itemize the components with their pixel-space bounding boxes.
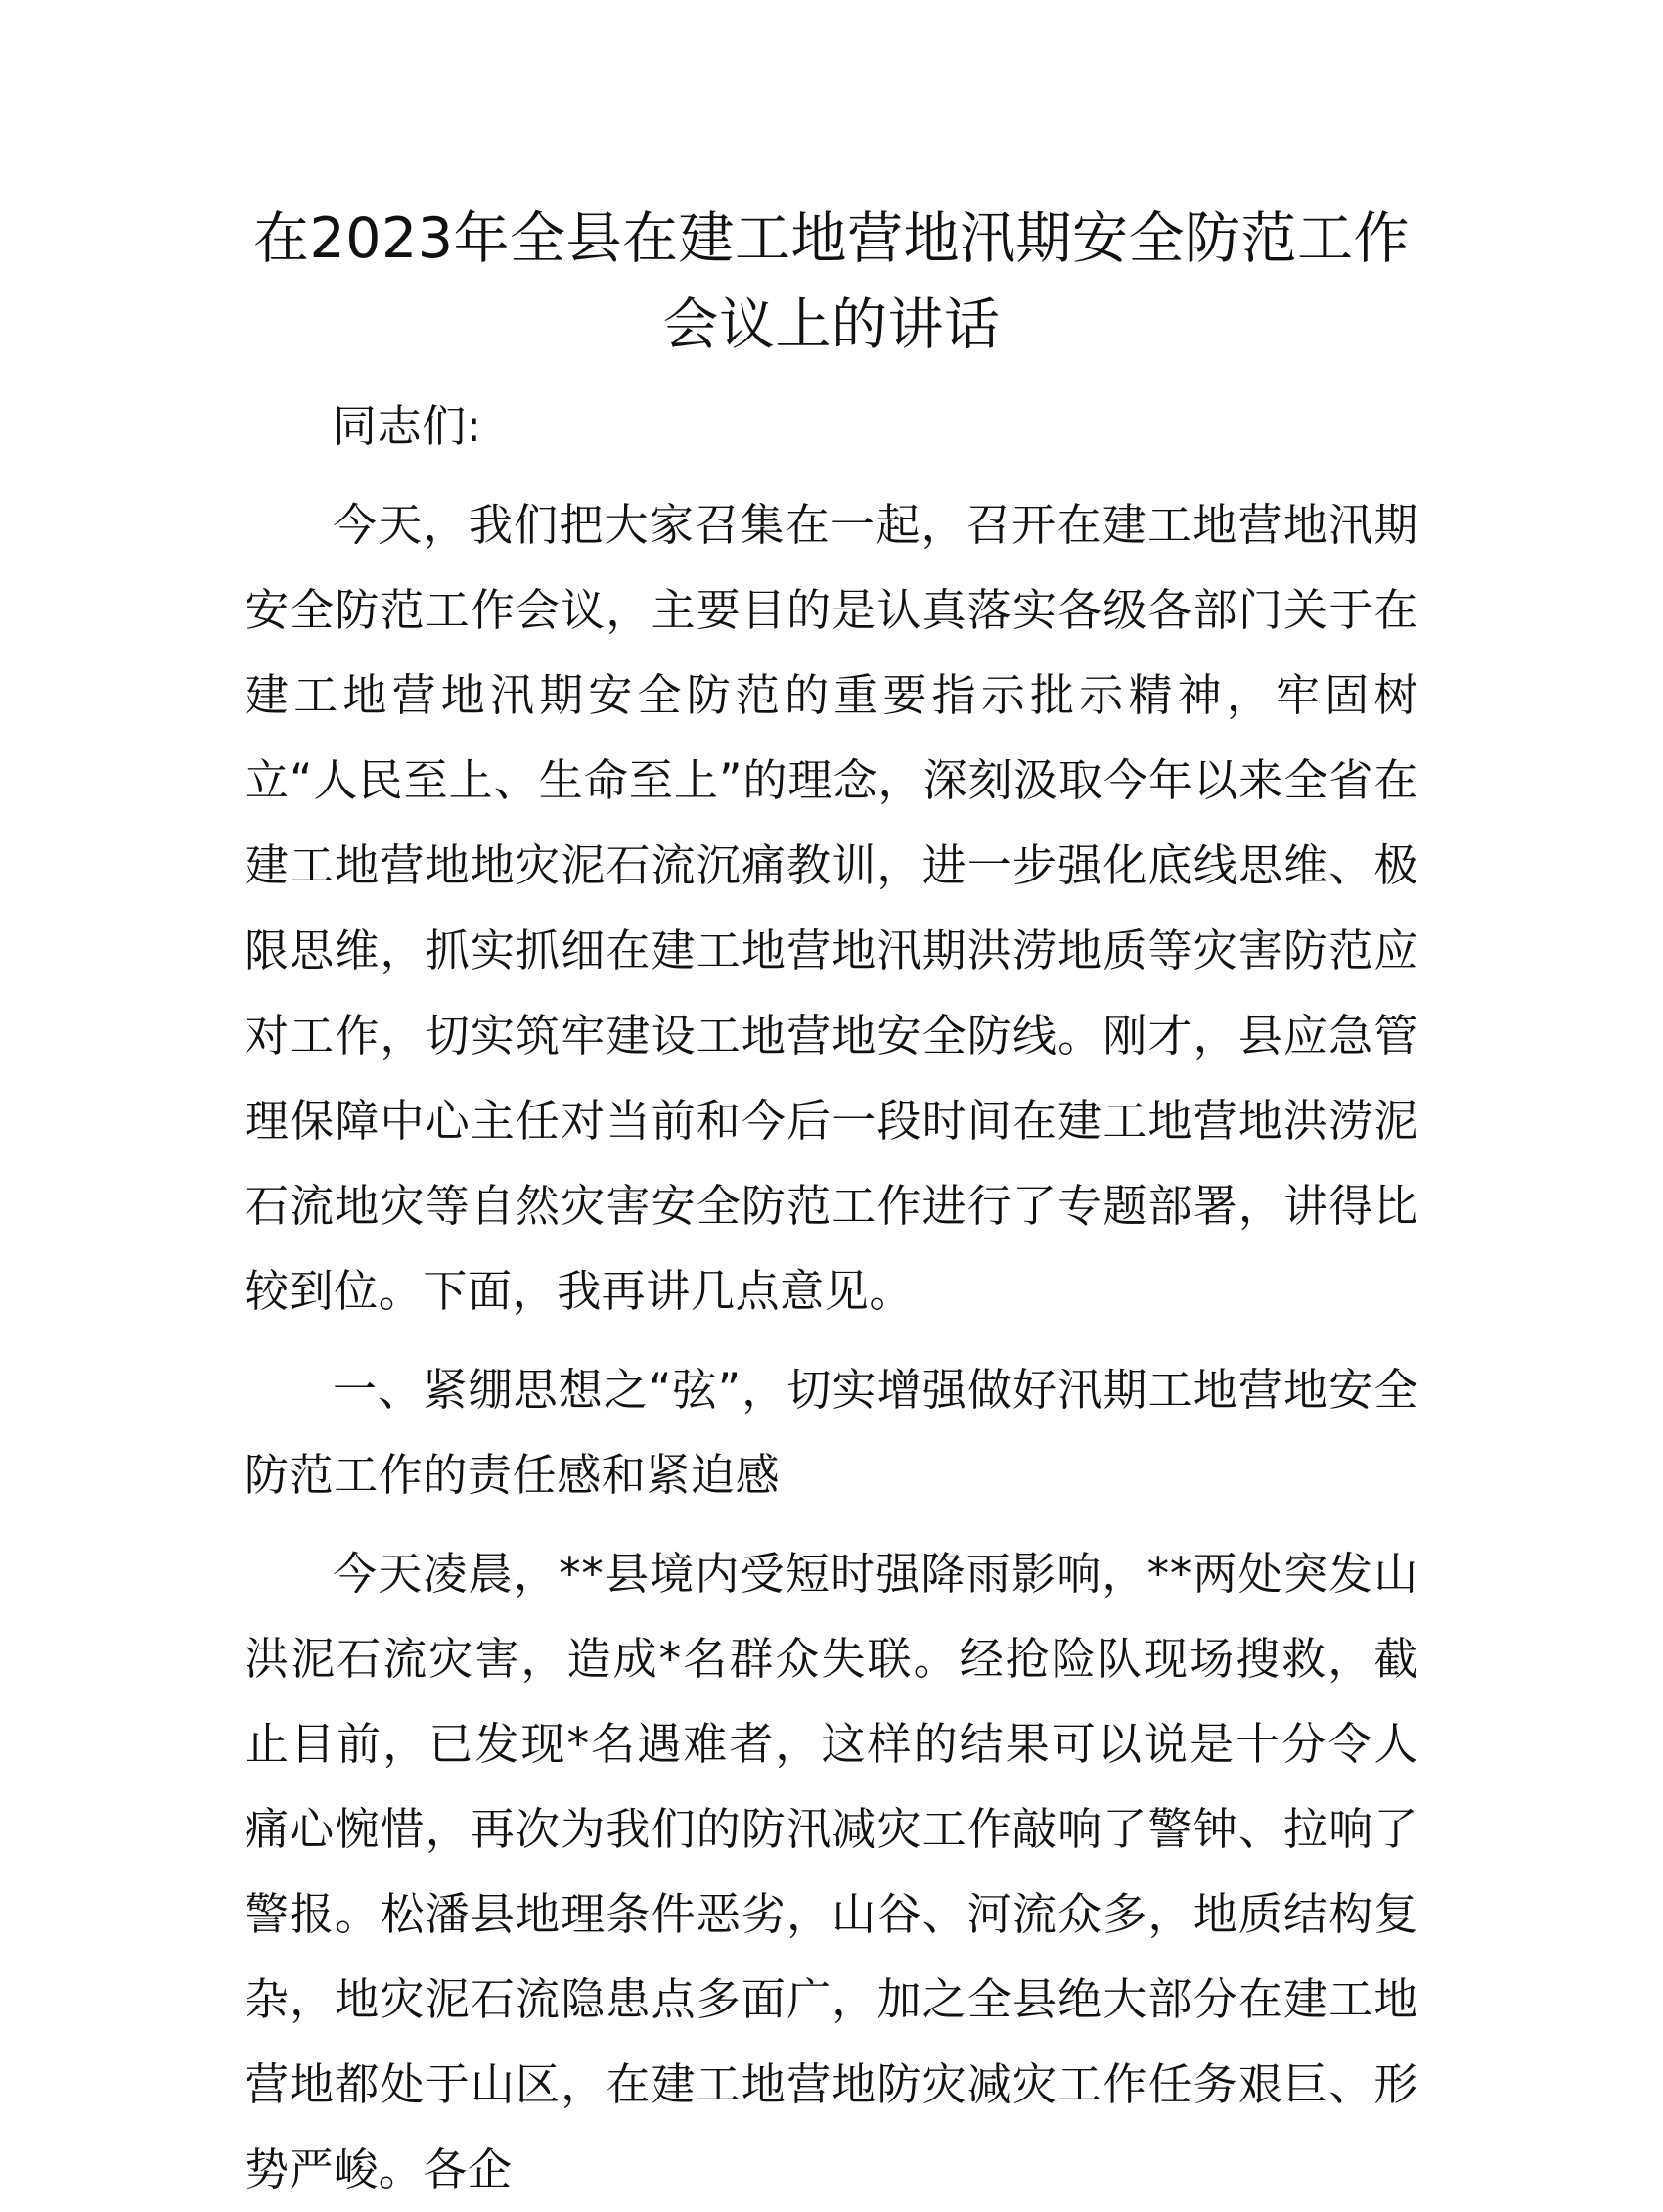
salutation: 同志们: bbox=[333, 400, 482, 452]
body-paragraph-2: 今天凌晨，**县境内受短时强降雨影响，**两处突发山洪泥石流灾害，造成*名群众失联。经抢险队现场搜救，截止目前，已发现*名遇难者，这样的结果可以说是十分令人痛心惋惜，再次为我们的防汛减灾工作敲响了警钟、拉响了警报。松潘县地理条件恶劣，山谷、河流众多，地质结构复杂，地灾泥石流隐患点多面广，加之全县绝大部分在建工地营地都处于山区，在建工地营地防灾减灾工作任务艰巨、形势严峻。各企 bbox=[245, 1548, 1418, 2195]
title-line-2: 会议上的讲话 bbox=[662, 293, 1001, 357]
document-title bbox=[245, 196, 1418, 368]
section-heading-1: 一、紧绷思想之“弦”，切实增强做好汛期工地营地安全防范工作的责任感和紧迫感 bbox=[245, 1364, 1418, 1501]
document-page bbox=[245, 196, 1418, 2212]
title-line-1: 在2023年全县在建工地营地汛期安全防范工作 bbox=[252, 206, 1411, 271]
opening-paragraph: 今天，我们把大家召集在一起，召开在建工地营地汛期安全防范工作会议，主要目的是认真落实各级各部门关于在建工地营地汛期安全防范的重要指示批示精神，牢固树立“人民至上、生命至上”的理念，深刻汲取今年以来全省在建工地营地地灾泥石流沉痛教训，进一步强化底线思维、极限思维，抓实抓细在建工地营地汛期洪涝地质等灾害防范应对工作，切实筑牢建设工地营地安全防线。刚才，县应急管理保障中心主任对当前和今后一段时间在建工地营地洪涝泥石流地灾等自然灾害安全防范工作进行了专题部署，讲得比较到位。下面，我再讲几点意见。 bbox=[245, 499, 1418, 1317]
